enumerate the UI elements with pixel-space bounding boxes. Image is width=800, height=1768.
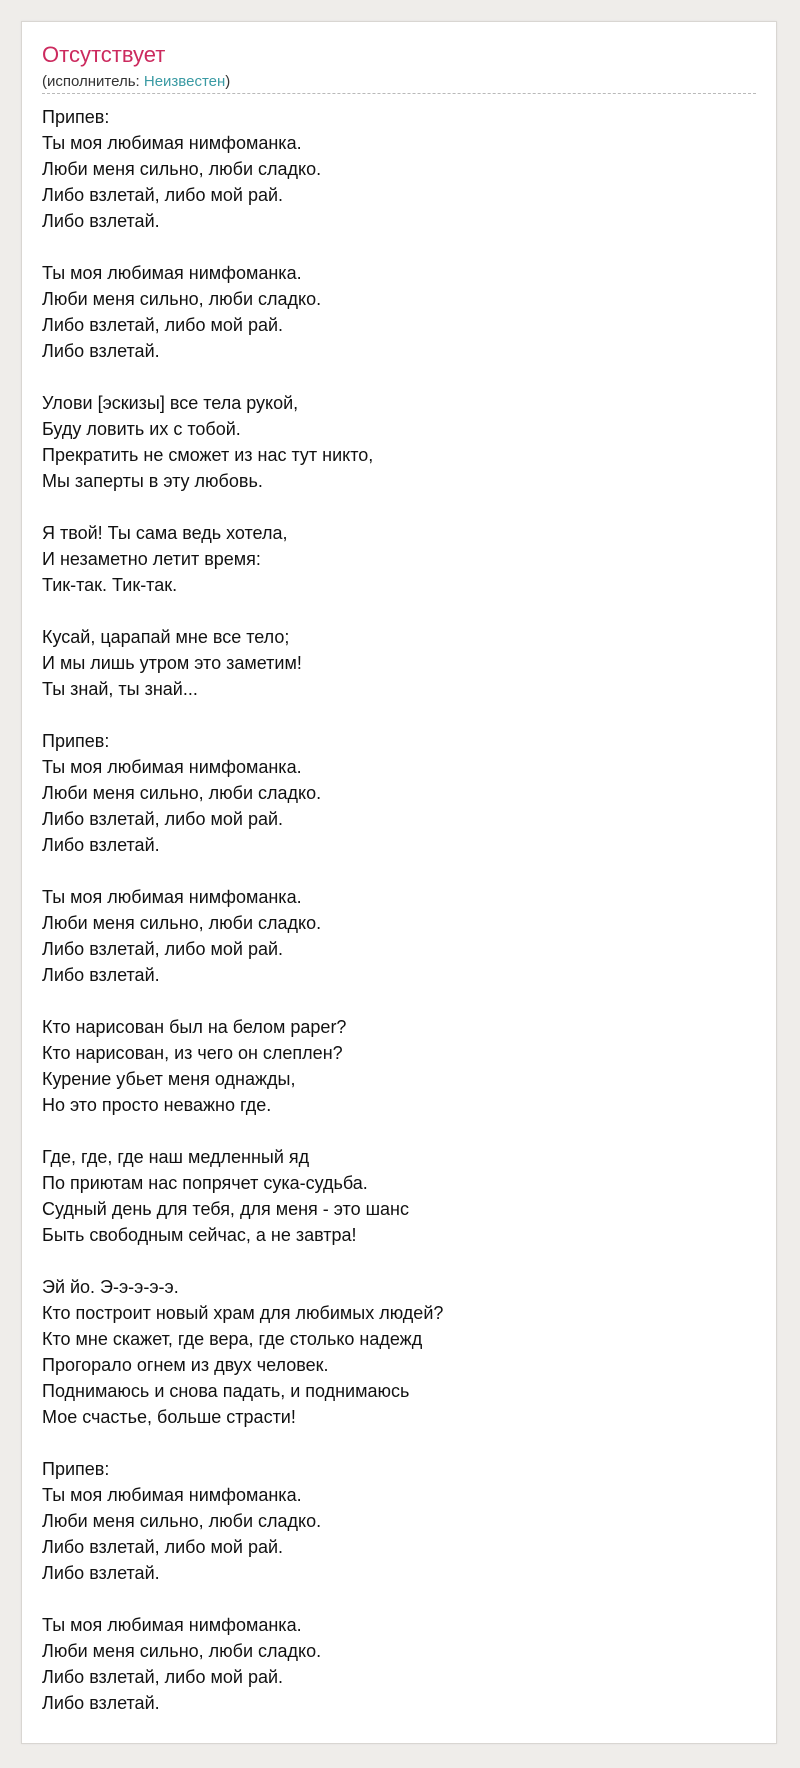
stanza <box>42 260 742 364</box>
lyric-line: Припев: <box>42 731 110 751</box>
lyric-line: Мое счастье, больше страсти! <box>42 1407 296 1427</box>
stanza <box>42 1456 742 1586</box>
lyric-line: Кто построит новый храм для любимых людей? <box>42 1303 444 1323</box>
stanza-gap <box>42 598 742 624</box>
stanza-gap <box>42 988 742 1014</box>
lyric-line: И мы лишь утром это заметим! <box>42 653 302 673</box>
stanza <box>42 884 742 988</box>
lyrics-card <box>21 21 777 1744</box>
lyric-line: Либо взлетай, либо мой рай. <box>42 939 284 959</box>
lyric-line: Кто мне скажет, где вера, где столько надежд <box>42 1329 423 1349</box>
lyric-line: Припев: <box>42 1459 110 1479</box>
lyric-line: Либо взлетай. <box>42 211 160 231</box>
lyric-line: Быть свободным сейчас, а не завтра! <box>42 1225 357 1245</box>
title-divider <box>42 93 756 94</box>
lyric-line: Эй йо. Э-э-э-э-э. <box>42 1277 179 1297</box>
lyric-line: Ты знай, ты знай... <box>42 679 198 699</box>
lyric-line: Кусай, царапай мне все тело; <box>42 627 290 647</box>
lyric-line: Мы заперты в эту любовь. <box>42 471 263 491</box>
lyric-line: Припев: <box>42 107 110 127</box>
artist-link[interactable]: Неизвестен <box>143 73 226 90</box>
song-title: Отсутствует <box>42 42 166 67</box>
lyric-line: И незаметно летит время: <box>42 549 261 569</box>
stanza <box>42 1274 742 1430</box>
lyric-line: Либо взлетай. <box>42 1563 160 1583</box>
lyric-line: Ты моя любимая нимфоманка. <box>42 757 302 777</box>
stanza-gap <box>42 1586 742 1612</box>
lyric-line: Люби меня сильно, люби сладко. <box>42 159 322 179</box>
lyric-line: Либо взлетай, либо мой рай. <box>42 315 284 335</box>
lyric-line: Ты моя любимая нимфоманка. <box>42 1485 302 1505</box>
lyric-line: Кто нарисован, из чего он слеплен? <box>42 1043 343 1063</box>
stanza <box>42 1014 742 1118</box>
stanza <box>42 390 742 494</box>
stanza-gap <box>42 858 742 884</box>
lyric-line: Либо взлетай. <box>42 341 160 361</box>
lyric-line: Ты моя любимая нимфоманка. <box>42 263 302 283</box>
stanza-gap <box>42 702 742 728</box>
lyric-line: Кто нарисован был на белом paper? <box>42 1017 347 1037</box>
lyric-line: Ты моя любимая нимфоманка. <box>42 133 302 153</box>
lyric-line: Люби меня сильно, люби сладко. <box>42 1511 322 1531</box>
lyric-line: Люби меня сильно, люби сладко. <box>42 289 322 309</box>
lyric-line: Поднимаюсь и снова падать, и поднимаюсь <box>42 1381 410 1401</box>
artist-line <box>42 73 230 91</box>
stanza <box>42 104 742 234</box>
lyric-line: Либо взлетай, либо мой рай. <box>42 185 284 205</box>
artist-prefix: (исполнитель: <box>42 73 144 90</box>
lyric-line: Люби меня сильно, люби сладко. <box>42 1641 322 1661</box>
stanza-gap <box>42 494 742 520</box>
lyric-line: Курение убьет меня однажды, <box>42 1069 296 1089</box>
stanza-gap <box>42 234 742 260</box>
lyric-line: Тик-так. Тик-так. <box>42 575 178 595</box>
lyric-line: Улови [эскизы] все тела рукой, <box>42 393 299 413</box>
lyric-line: Но это просто неважно где. <box>42 1095 272 1115</box>
stanza <box>42 520 742 598</box>
stanza-gap <box>42 364 742 390</box>
stanza-gap <box>42 1430 742 1456</box>
lyric-line: Либо взлетай. <box>42 835 160 855</box>
lyric-line: Прекратить не сможет из нас тут никто, <box>42 445 374 465</box>
lyric-line: Либо взлетай, либо мой рай. <box>42 1537 284 1557</box>
stanza-gap <box>42 1248 742 1274</box>
lyrics-text <box>42 104 742 1716</box>
artist-suffix: ) <box>225 73 231 90</box>
stanza <box>42 1144 742 1248</box>
lyric-line: Я твой! Ты сама ведь хотела, <box>42 523 288 543</box>
lyric-line: Либо взлетай. <box>42 965 160 985</box>
stanza <box>42 1612 742 1716</box>
lyric-line: Прогорало огнем из двух человек. <box>42 1355 329 1375</box>
lyric-line: Где, где, где наш медленный яд <box>42 1147 310 1167</box>
lyric-line: Ты моя любимая нимфоманка. <box>42 1615 302 1635</box>
lyric-line: Буду ловить их с тобой. <box>42 419 241 439</box>
stanza <box>42 624 742 702</box>
stanza <box>42 728 742 858</box>
lyric-line: Либо взлетай, либо мой рай. <box>42 1667 284 1687</box>
lyric-line: Люби меня сильно, люби сладко. <box>42 783 322 803</box>
lyric-line: Судный день для тебя, для меня - это шанс <box>42 1199 409 1219</box>
lyric-line: Либо взлетай. <box>42 1693 160 1713</box>
lyric-line: Люби меня сильно, люби сладко. <box>42 913 322 933</box>
lyric-line: По приютам нас попрячет сука-судьба. <box>42 1173 368 1193</box>
lyric-line: Либо взлетай, либо мой рай. <box>42 809 284 829</box>
lyric-line: Ты моя любимая нимфоманка. <box>42 887 302 907</box>
stanza-gap <box>42 1118 742 1144</box>
